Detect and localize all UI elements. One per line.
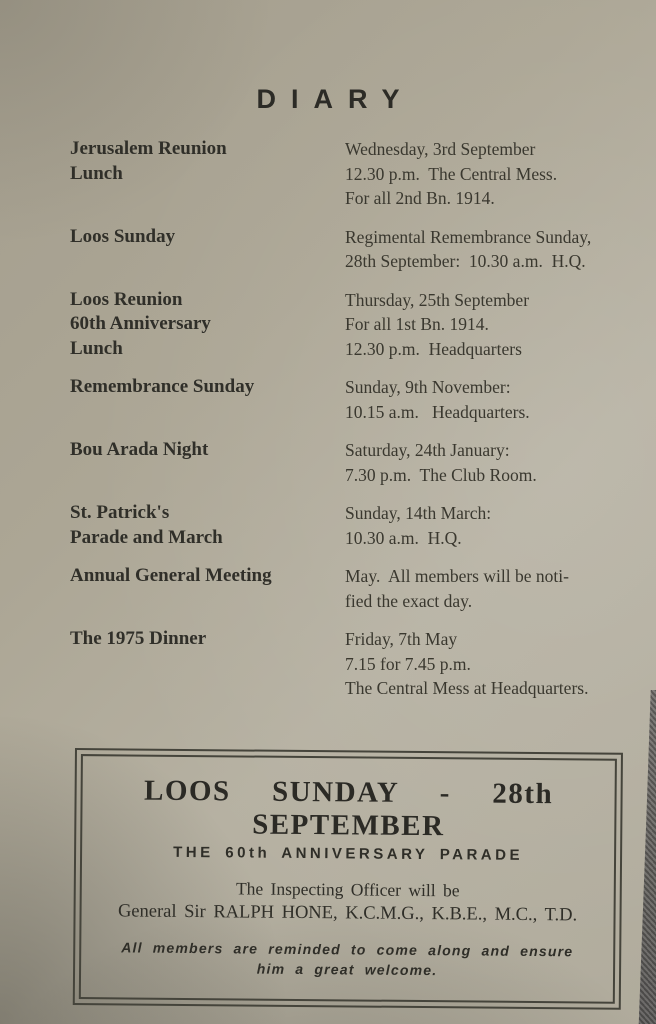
entry-name-line: Loos Reunion (70, 288, 183, 310)
entry-name (70, 627, 345, 652)
entry-detail-line: Sunday, 9th November: (345, 377, 511, 397)
notice-line-inspecting-officer: The Inspecting Officer will be (235, 878, 460, 901)
entry-details (345, 564, 624, 613)
entry-detail-line: May. All members will be noti- (345, 566, 569, 586)
entry-detail-line: 7.30 p.m. The Club Room. (345, 464, 537, 485)
entry-details (345, 225, 624, 274)
notice-box-inner (79, 754, 617, 1004)
entry-details (345, 137, 624, 211)
entry-detail-line: 10.30 a.m. H.Q. (345, 527, 462, 548)
entry-name (70, 288, 345, 362)
entry-detail-line: 10.15 a.m. Headquarters. (345, 401, 530, 422)
entry-name (70, 225, 345, 250)
entry-name-line: The 1975 Dinner (70, 628, 207, 649)
entry-details (345, 438, 624, 487)
entry-detail-line: 12.30 p.m. Headquarters (345, 338, 522, 359)
notice-box (73, 748, 623, 1010)
entry-name-line: Lunch (70, 337, 123, 359)
entry-details (345, 501, 624, 550)
entry-name-line: Loos Sunday (70, 225, 176, 247)
entry-details (345, 375, 624, 424)
diary-entry (70, 288, 624, 362)
entry-name (70, 137, 345, 186)
diary-entry (70, 627, 624, 701)
diary-entry (70, 225, 624, 274)
entry-detail-line: Saturday, 24th January: (345, 440, 510, 460)
notice-subheadline: THE 60th ANNIVERSARY PARADE (173, 843, 524, 864)
entry-name (70, 438, 345, 463)
diary-entry (70, 438, 624, 487)
notice-footer-reminder: All members are reminded to come along and ensure him a great welcome. (121, 939, 584, 979)
entry-details (345, 627, 624, 701)
entry-detail-line: Regimental Remembrance Sunday, (345, 226, 592, 247)
entry-name-line: Annual General Meeting (70, 565, 272, 586)
entry-name-line: Remembrance Sunday (70, 376, 255, 397)
entry-detail-line: Wednesday, 3rd September (345, 139, 536, 159)
page-title: DIARY (256, 84, 415, 114)
diary-entry (70, 501, 624, 550)
entry-name-line: Jerusalem Reunion (70, 138, 227, 159)
notice-headline: LOOS SUNDAY - 28th SEPTEMBER (143, 774, 595, 843)
entry-name (70, 375, 345, 400)
entry-detail-line: fied the exact day. (345, 590, 473, 611)
entry-name-line: St. Patrick's (70, 502, 170, 523)
entry-detail-line: Sunday, 14th March: (345, 503, 492, 523)
diary-list (70, 137, 624, 715)
diary-entry (70, 137, 624, 211)
entry-name (70, 501, 345, 550)
diary-entry (70, 564, 624, 613)
entry-name-line: Parade and March (70, 526, 223, 548)
entry-detail-line: For all 1st Bn. 1914. (345, 314, 489, 334)
entry-name-line: 60th Anniversary (70, 313, 211, 334)
entry-detail-line: For all 2nd Bn. 1914. (345, 188, 495, 208)
entry-detail-line: Thursday, 25th September (345, 289, 530, 310)
diary-entry (70, 375, 624, 424)
entry-detail-line: Friday, 7th May (345, 629, 458, 649)
notice-line-general-name: General Sir RALPH HONE, K.C.M.G., K.B.E., M.C., T.D. (117, 901, 578, 926)
entry-name (70, 564, 345, 589)
entry-name-line: Bou Arada Night (70, 439, 209, 460)
entry-detail-line: The Central Mess at Headquarters. (345, 678, 589, 698)
entry-detail-line: 12.30 p.m. The Central Mess. (345, 163, 558, 184)
entry-name-line: Lunch (70, 162, 123, 184)
entry-detail-line: 28th September: 10.30 a.m. H.Q. (345, 251, 586, 271)
background-fabric-edge (632, 690, 656, 1024)
entry-details (345, 288, 624, 362)
entry-detail-line: 7.15 for 7.45 p.m. (345, 653, 471, 674)
